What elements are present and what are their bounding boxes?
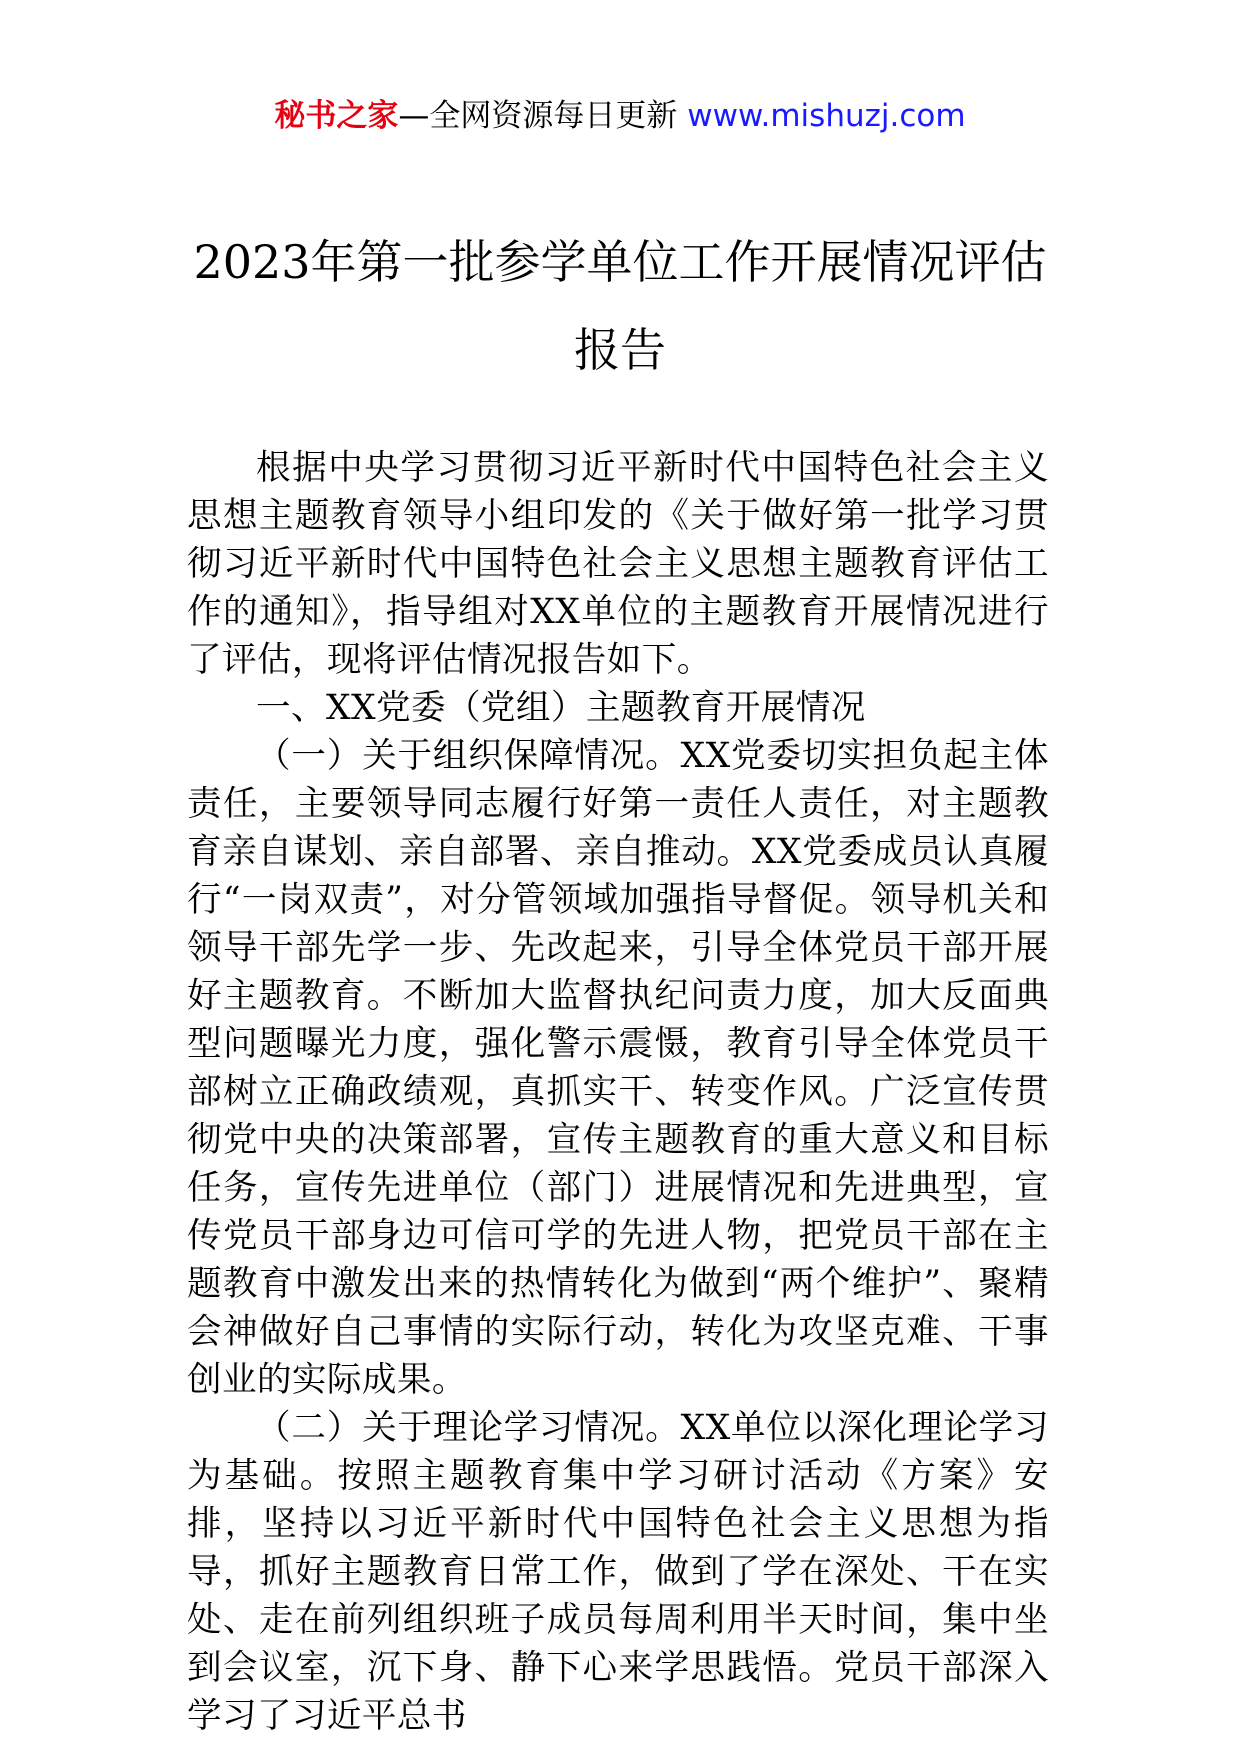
document-title-line-2: 报告 bbox=[574, 323, 666, 377]
site-header bbox=[0, 96, 1240, 136]
document-body bbox=[187, 444, 1049, 1740]
intro-paragraph: 根据中央学习贯彻习近平新时代中国特色社会主义思想主题教育领导小组印发的《关于做好第一批学习贯彻习近平新时代中国特色社会主义思想主题教育评估工作的通知》，指导组对XX单位的主题教育开展情况进行了评估，现将评估情况报告如下。 bbox=[187, 448, 1049, 680]
site-slogan: —全网资源每日更新 bbox=[398, 98, 688, 134]
body-paragraph: （一）关于组织保障情况。XX党委切实担负起主体责任，主要领导同志履行好第一责任人责任，对主题教育亲自谋划、亲自部署、亲自推动。XX党委成员认真履行“一岗双责”，对分管领域加强指导督促。领导机关和领导干部先学一步、先改起来，引导全体党员干部开展好主题教育。不断加大监督执纪问责力度，加大反面典型问题曝光力度，强化警示震慑，教育引导全体党员干部树立正确政绩观，真抓实干、转变作风。广泛宣传贯彻党中央的决策部署，宣传主题教育的重大意义和目标任务，宣传先进单位（部门）进展情况和先进典型，宣传党员干部身边可信可学的先进人物，把党员干部在主题教育中激发出来的热情转化为做到“两个维护”、聚精会神做好自己事情的实际行动，转化为攻坚克难、干事创业的实际成果。 bbox=[187, 736, 1049, 1400]
site-brand: 秘书之家 bbox=[274, 98, 399, 134]
body-paragraph: （二）关于理论学习情况。XX单位以深化理论学习为基础。按照主题教育集中学习研讨活动《方案》安排，坚持以习近平新时代中国特色社会主义思想为指导，抓好主题教育日常工作，做到了学在深处、干在实处、走在前列组织班子成员每周利用半天时间，集中坐到会议室，沉下身、静下心来学思践悟。党员干部深入学习了习近平总书 bbox=[187, 1408, 1049, 1736]
section-heading: 一、XX党委（党组）主题教育开展情况 bbox=[256, 688, 866, 728]
site-url-link[interactable]: www.mishuzj.com bbox=[687, 98, 966, 134]
document-title-line-1: 2023年第一批参学单位工作开展情况评估 bbox=[193, 235, 1047, 289]
